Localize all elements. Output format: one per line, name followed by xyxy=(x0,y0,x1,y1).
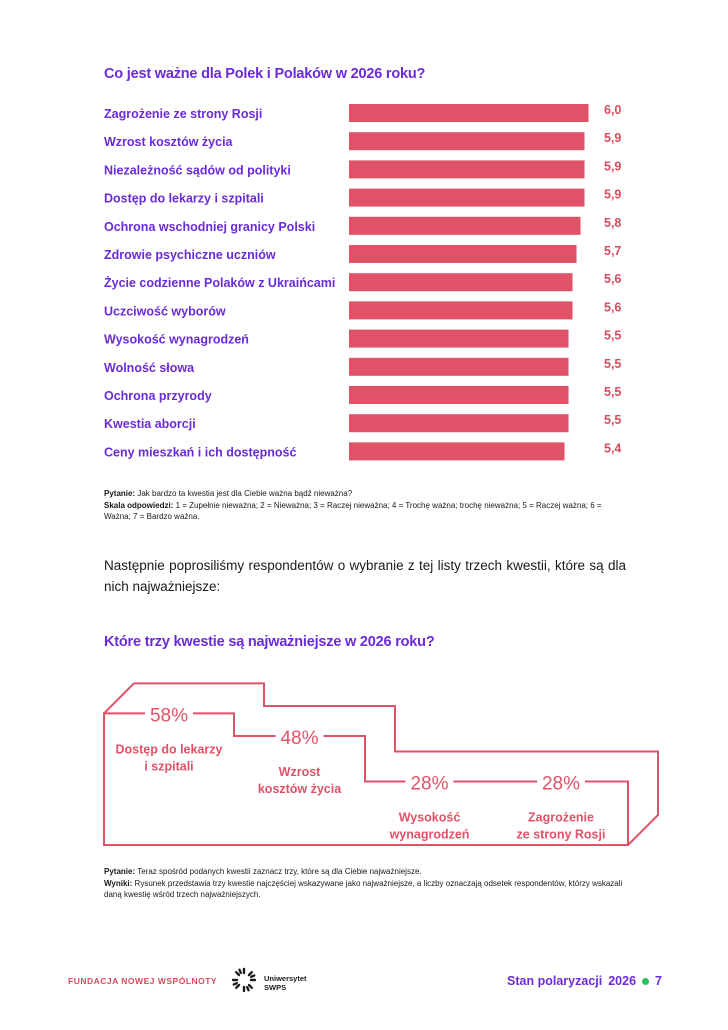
category-label: wynagrodzeń xyxy=(389,827,470,842)
category-label: Ceny mieszkań i ich dostępność xyxy=(104,445,297,460)
value-label: 5,5 xyxy=(604,356,622,371)
scale-label: Skala odpowiedzi: xyxy=(104,500,174,510)
category-label: Wzrost kosztów życia xyxy=(104,135,233,150)
category-label: Ochrona wschodniej granicy Polski xyxy=(104,219,316,234)
question-label-2: Pytanie: xyxy=(104,867,136,876)
report-name: Stan polaryzacji xyxy=(507,974,603,988)
question-text: Jak bardzo ta kwestia jest dla Ciebie ważna bądź nieważna? xyxy=(135,489,353,498)
percent-label: 28% xyxy=(410,773,449,795)
category-label: Zagrożenie ze strony Rosji xyxy=(104,107,263,121)
chart1-title: Co jest ważne dla Polek i Polaków w 2026 roku? xyxy=(104,66,426,82)
percent-label: 28% xyxy=(541,773,581,795)
results-text: Rysunek przedstawia trzy kwestie najczęściej wskazywane jako najważniejsze, a liczby oznaczają odsetek respondentów, którzy wskazali daną kwestię wśród trzech najważniejszych. xyxy=(104,878,623,899)
category-label: Wysokość wynagrodzeń xyxy=(104,332,249,347)
value-label: 5,6 xyxy=(604,272,622,287)
category-label: Wzrost xyxy=(278,765,321,780)
category-label: Niezależność sądów od polityki xyxy=(104,163,291,178)
value-label: 6,0 xyxy=(604,103,622,117)
question-text-2: Teraz spośród podanych kwestii zaznacz trzy, które są dla Ciebie najważniejsze. xyxy=(135,867,422,876)
category-label: Dostęp do lekarzy i szpitali xyxy=(104,191,264,206)
category-label: kosztów życia xyxy=(257,782,342,797)
dot-icon xyxy=(642,978,649,985)
university-name xyxy=(264,974,307,992)
value-label: 5,7 xyxy=(604,244,622,258)
page-number: 7 xyxy=(655,974,662,988)
value-label: 5,8 xyxy=(604,215,622,230)
category-label: i szpitali xyxy=(144,759,194,774)
university-line1: Uniwersytet xyxy=(264,974,307,983)
percent-label: 58% xyxy=(149,705,189,727)
report-year: 2026 xyxy=(608,974,637,988)
question-label: Pytanie: xyxy=(104,489,136,498)
category-label: Wolność słowa xyxy=(104,360,195,375)
intro-paragraph: Następnie poprosiliśmy respondentów o wybranie z tej listy trzech kwestii, które są dla nich najważniejsze: xyxy=(104,558,626,594)
swps-logo-icon xyxy=(230,966,258,994)
category-label: Zdrowie psychiczne uczniów xyxy=(104,248,276,262)
foundation-logo: FUNDACJA NOWEJ WSPÓLNOTY xyxy=(68,976,218,986)
category-label: Zagrożenie xyxy=(528,810,594,825)
category-label: Wysokość xyxy=(398,810,461,825)
value-label: 5,5 xyxy=(604,328,622,343)
category-label: Ochrona przyrody xyxy=(104,389,212,403)
results-label: Wyniki: xyxy=(104,878,133,888)
university-line2: SWPS xyxy=(264,983,287,992)
value-label: 5,9 xyxy=(604,159,622,174)
value-label: 5,6 xyxy=(604,300,622,315)
percent-label: 48% xyxy=(280,728,319,750)
value-label: 5,5 xyxy=(604,413,622,428)
category-label: Kwestia aborcji xyxy=(104,417,196,432)
value-label: 5,9 xyxy=(604,131,622,146)
category-label: ze strony Rosji xyxy=(516,827,606,842)
value-label: 5,9 xyxy=(604,187,622,202)
scale-text: 1 = Zupełnie nieważna; 2 = Nieważna; 3 = Raczej nieważna; 4 = Trochę ważna; trochę nieważna; 5 = Raczej ważna; 6 = Ważna; 7 = Bardzo ważna. xyxy=(104,500,602,521)
value-label: 5,5 xyxy=(604,385,622,399)
chart2-note xyxy=(104,866,624,901)
category-label: Życie codzienne Polaków z Ukraińcami xyxy=(104,276,336,291)
category-label: Dostęp do lekarzy xyxy=(115,742,223,757)
chart2-title: Które trzy kwestie są najważniejsze w 2026 roku? xyxy=(104,634,435,650)
page-footer xyxy=(507,974,662,988)
value-label: 5,4 xyxy=(604,441,622,456)
category-label: Uczciwość wyborów xyxy=(104,304,226,319)
